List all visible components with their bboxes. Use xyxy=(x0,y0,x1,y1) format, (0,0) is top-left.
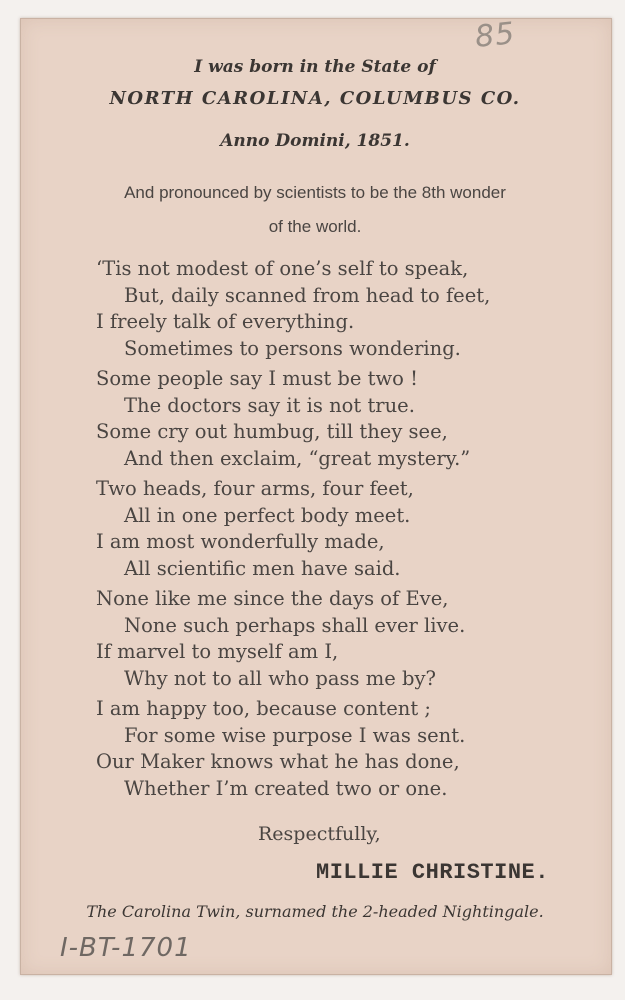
poem-line: For some wise purpose I was sent. xyxy=(124,723,466,747)
pencil-number: 85 xyxy=(473,15,517,56)
poem-line: I freely talk of everything. xyxy=(96,310,355,333)
intro-line-1: And pronounced by scientists to be the 8th wonder xyxy=(124,183,506,202)
header-year: Anno Domini, 1851. xyxy=(220,131,410,151)
poem-line: The doctors say it is not true. xyxy=(124,393,415,417)
header-location: NORTH CAROLINA, COLUMBUS CO. xyxy=(109,88,521,109)
catalog-number: I-BT-1701 xyxy=(60,933,192,963)
tagline: The Carolina Twin, surnamed the 2-headed Nightingale. xyxy=(86,902,544,921)
poem xyxy=(96,256,576,806)
poem-line: ‘Tis not modest of one’s self to speak, xyxy=(96,257,469,280)
poem-stanza-5 xyxy=(96,696,576,802)
poem-line: Sometimes to persons wondering. xyxy=(124,336,461,360)
poem-stanza-4 xyxy=(96,586,576,692)
poem-line: Whether I’m created two or one. xyxy=(124,776,448,800)
poem-line: But, daily scanned from head to feet, xyxy=(124,283,491,307)
poem-line: And then exclaim, “great mystery.” xyxy=(124,446,471,470)
intro-line-2: of the world. xyxy=(268,217,362,236)
closing-salutation: Respectfully, xyxy=(258,823,381,845)
poem-line: Two heads, four arms, four feet, xyxy=(96,477,414,500)
poem-line: If marvel to myself am I, xyxy=(96,640,339,663)
intro-text xyxy=(60,176,570,244)
poem-line: Why not to all who pass me by? xyxy=(124,666,436,690)
poem-line: None like me since the days of Eve, xyxy=(96,587,449,610)
poem-line: I am happy too, because content ; xyxy=(96,697,431,720)
signature-name: MILLIE CHRISTINE. xyxy=(316,860,549,885)
header-birth-state: I was born in the State of xyxy=(194,57,436,77)
poem-line: Some people say I must be two ! xyxy=(96,367,418,390)
poem-stanza-3 xyxy=(96,476,576,582)
poem-line: Our Maker knows what he has done, xyxy=(96,750,460,773)
poem-line: All scientific men have said. xyxy=(124,556,401,580)
poem-line: Some cry out humbug, till they see, xyxy=(96,420,448,443)
poem-line: I am most wonderfully made, xyxy=(96,530,385,553)
poem-stanza-2 xyxy=(96,366,576,472)
poem-line: None such perhaps shall ever live. xyxy=(124,613,466,637)
poem-stanza-1 xyxy=(96,256,576,362)
poem-line: All in one perfect body meet. xyxy=(124,503,411,527)
